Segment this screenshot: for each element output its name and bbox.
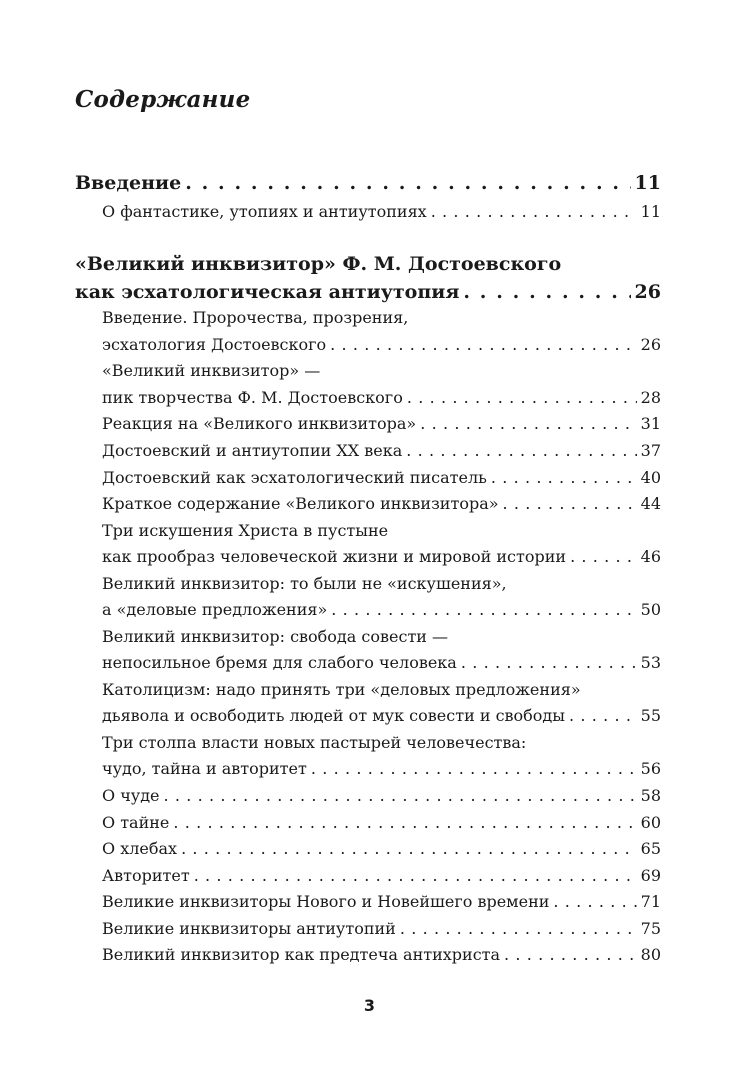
- toc-entry-title: а «деловые предложения»: [102, 600, 328, 619]
- toc-entry-title: Великие инквизиторы антиутопий: [102, 919, 396, 938]
- toc-entry-title: Великий инквизитор как предтеча антихриста: [102, 945, 501, 964]
- toc-entry-title: Великие инквизиторы Нового и Новейшего времени: [102, 892, 550, 911]
- toc-entry-title: Достоевский и антиутопии XX века: [102, 441, 403, 460]
- toc-leader-dots: [491, 468, 637, 487]
- toc-entry-title: Три столпа власти новых пастырей человечества:: [102, 733, 527, 752]
- toc-entry[interactable]: [102, 494, 661, 513]
- toc-leader-dots: [504, 945, 637, 964]
- toc-entry-title: Реакция на «Великого инквизитора»: [102, 414, 417, 433]
- toc-entry[interactable]: [102, 839, 661, 858]
- toc-leader-dots: [553, 892, 636, 911]
- toc-entry-title: О фантастике, утопиях и антиутопиях: [102, 202, 427, 221]
- toc-entry-title-line: [102, 627, 661, 646]
- toc-entry[interactable]: [102, 786, 661, 805]
- toc-page-number: 60: [640, 813, 661, 832]
- toc-page-number: 50: [640, 600, 661, 619]
- toc-leader-dots: [461, 653, 637, 672]
- toc-entry[interactable]: [102, 919, 661, 938]
- toc-leader-dots: [185, 172, 630, 194]
- toc-entry[interactable]: [102, 706, 661, 725]
- toc-page-number: 40: [640, 468, 661, 487]
- toc-entry[interactable]: [102, 653, 661, 672]
- toc-page-number: 44: [640, 494, 661, 513]
- toc-leader-dots: [330, 335, 636, 354]
- toc-entry-title: О чуде: [102, 786, 160, 805]
- toc-entry[interactable]: [102, 759, 661, 778]
- toc-entry-title: О тайне: [102, 813, 170, 832]
- toc-entry-title: Достоевский как эсхатологический писатель: [102, 468, 487, 487]
- toc-leader-dots: [173, 813, 636, 832]
- toc-page-number: 71: [640, 892, 661, 911]
- toc-entry-title: О хлебах: [102, 839, 178, 858]
- toc-page-number: 46: [640, 547, 661, 566]
- page-title: Содержание: [75, 86, 251, 113]
- toc-entry-title-line: [102, 521, 661, 540]
- toc-entry-title: Краткое содержание «Великого инквизитора»: [102, 494, 499, 513]
- toc-entry[interactable]: [102, 866, 661, 885]
- toc-entry-title-line: [102, 308, 661, 327]
- toc-entry-title: Авторитет: [102, 866, 190, 885]
- toc-entry-grand-inquisitor[interactable]: [75, 281, 661, 303]
- toc-page-number: 26: [640, 335, 661, 354]
- toc-entry-title-line: [102, 361, 661, 380]
- toc-leader-dots: [164, 786, 637, 805]
- page-number: 3: [363, 996, 376, 1015]
- toc-entry-title: Великий инквизитор: то были не «искушения»,: [102, 574, 507, 593]
- toc-entry-title: дьявола и освободить людей от мук совести и свободы: [102, 706, 566, 725]
- toc-entry-title: Три искушения Христа в пустыне: [102, 521, 389, 540]
- toc-entry[interactable]: [102, 600, 661, 619]
- toc-page-number: 75: [640, 919, 661, 938]
- toc-page-number: 65: [640, 839, 661, 858]
- toc-entry[interactable]: [102, 202, 661, 221]
- toc-entry[interactable]: [102, 414, 661, 433]
- toc-entry[interactable]: [102, 335, 661, 354]
- toc-entry[interactable]: [102, 813, 661, 832]
- toc-page-number: 80: [640, 945, 661, 964]
- toc-entry-title: чудо, тайна и авторитет: [102, 759, 307, 778]
- toc-entry[interactable]: [102, 892, 661, 911]
- toc-leader-dots: [311, 759, 637, 778]
- toc-page-number: 69: [640, 866, 661, 885]
- toc-entry[interactable]: [102, 547, 661, 566]
- toc-page-number: 58: [640, 786, 661, 805]
- toc-leader-dots: [569, 706, 637, 725]
- toc-entry-title: «Великий инквизитор» —: [102, 361, 321, 380]
- toc-entry[interactable]: [102, 468, 661, 487]
- toc-page-number: 37: [640, 441, 661, 460]
- toc-leader-dots: [400, 919, 637, 938]
- toc-leader-dots: [420, 414, 636, 433]
- toc-leader-dots: [503, 494, 637, 513]
- toc-page-number: 56: [640, 759, 661, 778]
- toc-entry[interactable]: [102, 945, 661, 964]
- toc-entry-title: Великий инквизитор: свобода совести —: [102, 627, 449, 646]
- toc-page-number: 28: [640, 388, 661, 407]
- toc-leader-dots: [331, 600, 636, 619]
- toc-page-number: 31: [640, 414, 661, 433]
- toc-leader-dots: [407, 388, 637, 407]
- toc-entry[interactable]: [102, 388, 661, 407]
- toc-page-number: 55: [640, 706, 661, 725]
- toc-entry-title-line: [75, 253, 661, 275]
- toc-entry-title: Католицизм: надо принять три «деловых предложения»: [102, 680, 581, 699]
- toc-entry[interactable]: [102, 441, 661, 460]
- toc-leader-dots: [431, 202, 637, 221]
- toc-entry-title: как эсхатологическая антиутопия: [75, 281, 460, 303]
- toc-leader-dots: [463, 281, 630, 303]
- toc-page-number: 26: [634, 281, 661, 303]
- toc-leader-dots: [406, 441, 636, 460]
- toc-page-number: 53: [640, 653, 661, 672]
- toc-leader-dots: [181, 839, 637, 858]
- toc-entry-title: непосильное бремя для слабого человека: [102, 653, 457, 672]
- toc-entry-title-line: [102, 733, 661, 752]
- toc-leader-dots: [194, 866, 637, 885]
- toc-entry-title: Введение: [75, 172, 182, 194]
- toc-entry-title: эсхатология Достоевского: [102, 335, 327, 354]
- toc-page-number: 11: [640, 202, 661, 221]
- toc-leader-dots: [570, 547, 637, 566]
- toc-entry-title-line: [102, 680, 661, 699]
- toc-entry-title: как прообраз человеческой жизни и мировой истории: [102, 547, 567, 566]
- toc-entry-introduction[interactable]: [75, 172, 661, 194]
- toc-entry-title: «Великий инквизитор» Ф. М. Достоевского: [75, 253, 562, 275]
- toc-page-number: 11: [634, 172, 661, 194]
- toc-entry-title-line: [102, 574, 661, 593]
- toc-entry-title: Введение. Пророчества, прозрения,: [102, 308, 409, 327]
- toc-entry-title: пик творчества Ф. М. Достоевского: [102, 388, 403, 407]
